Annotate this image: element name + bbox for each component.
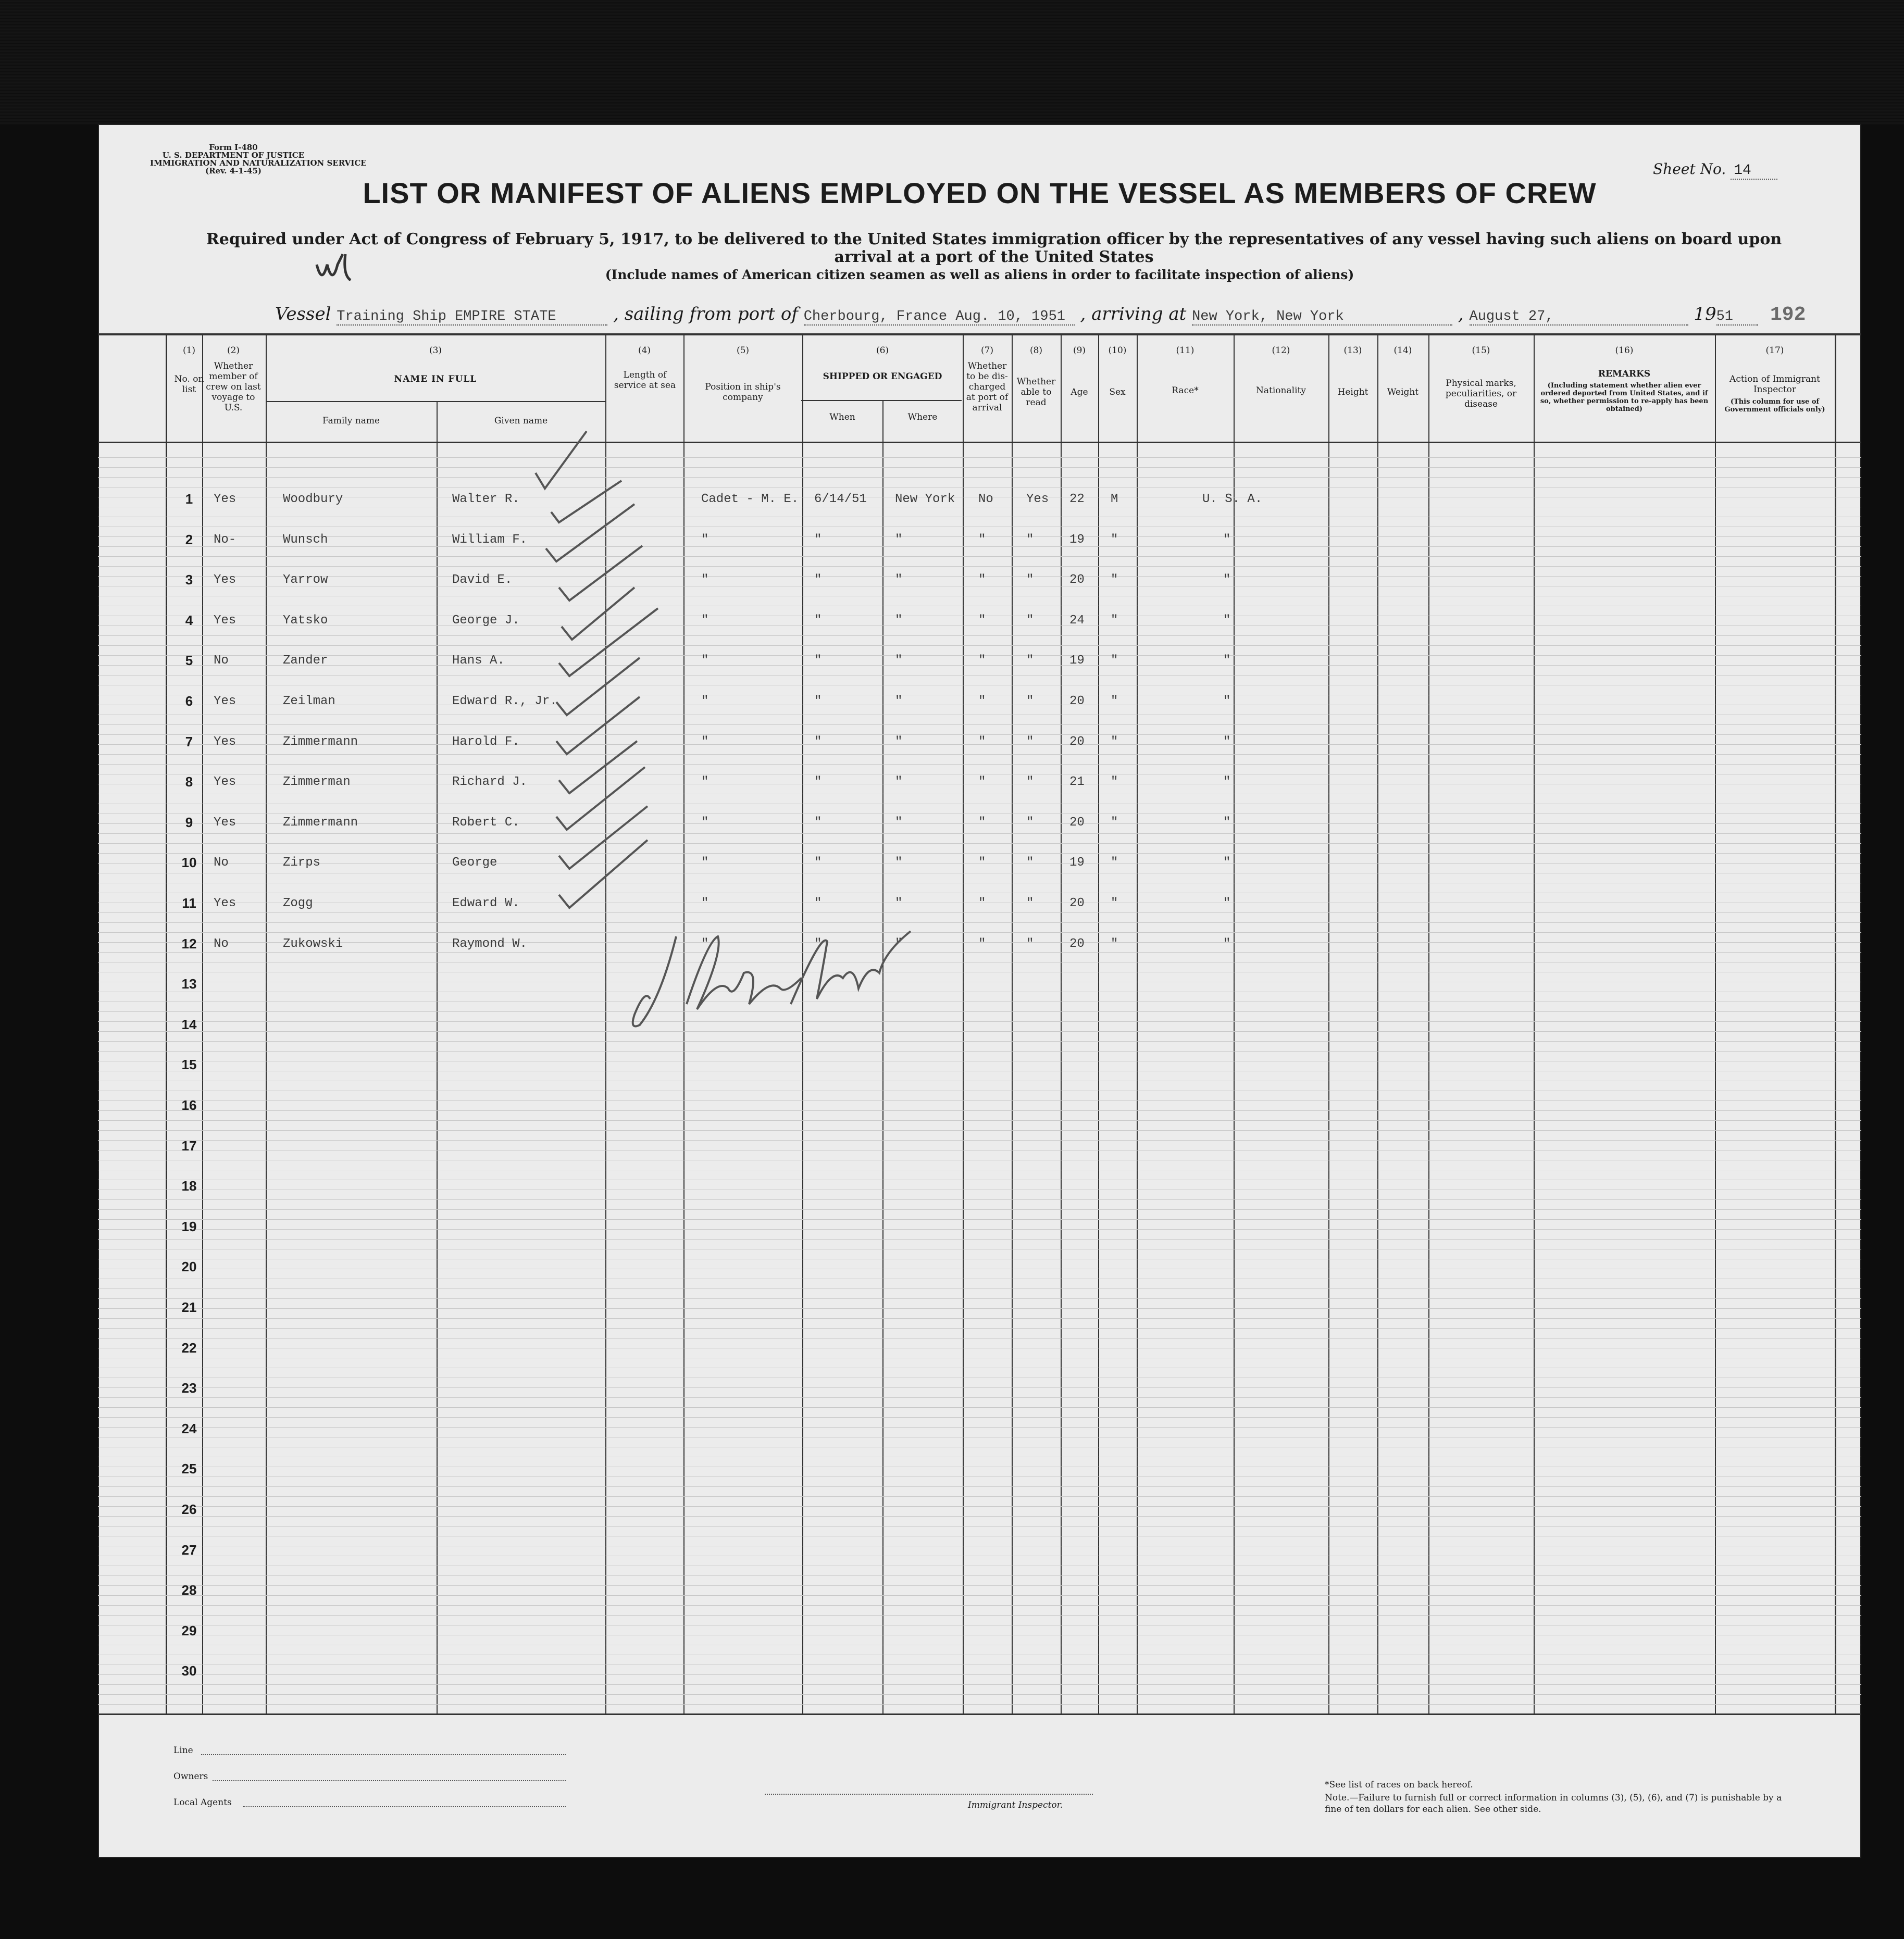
position-cell: " <box>701 936 709 951</box>
when-cell: " <box>814 936 822 951</box>
when-cell: " <box>814 532 822 547</box>
race-cell: " <box>1223 734 1231 749</box>
header-remarks-note: (Including statement whether alien ever ordered deported from United States, and if so, whether permission to re-apply has been obtained) <box>1540 382 1709 413</box>
age-cell: 20 <box>1069 734 1085 749</box>
age-cell: 21 <box>1069 775 1085 790</box>
year-prefix: 19 <box>1694 304 1716 324</box>
family-name-cell: Woodbury <box>283 492 343 506</box>
header-when: When <box>829 412 855 422</box>
given-name-cell: William F. <box>452 532 528 547</box>
colnum-13: (13) <box>1343 345 1362 356</box>
age-cell: 19 <box>1069 654 1085 668</box>
header-height: Height <box>1337 387 1368 397</box>
header-inspector-note: (This column for use of Government officials only) <box>1724 398 1825 414</box>
colnum-8: (8) <box>1029 345 1043 356</box>
voyage-cell: Yes <box>214 775 237 790</box>
race-cell: " <box>1223 532 1231 547</box>
when-cell: 6/14/51 <box>814 492 867 506</box>
row-number: 11 <box>182 895 196 911</box>
service-name: IMMIGRATION AND NATURALIZATION SERVICE <box>150 158 367 168</box>
where-cell: " <box>895 856 903 870</box>
voyage-cell: Yes <box>214 896 237 910</box>
row-number: 18 <box>181 1178 197 1194</box>
where-cell: " <box>895 775 903 790</box>
row-number: 22 <box>181 1340 197 1356</box>
given-name-cell: George <box>452 856 497 870</box>
given-name-cell: Raymond W. <box>452 936 528 951</box>
sex-cell: " <box>1111 532 1118 547</box>
race-cell: U. S. A. <box>1202 492 1263 506</box>
discharged-cell: " <box>978 694 986 708</box>
given-name-cell: Walter R. <box>452 492 520 506</box>
able-to-read-cell: " <box>1026 573 1034 587</box>
age-cell: 20 <box>1069 573 1085 587</box>
age-cell: 24 <box>1069 613 1085 628</box>
colnum-1: (1) <box>182 345 196 356</box>
row-number: 19 <box>181 1218 197 1234</box>
able-to-read-cell: " <box>1026 936 1034 951</box>
when-cell: " <box>814 694 822 708</box>
when-cell: " <box>814 815 822 830</box>
arriving-port: New York, New York <box>1192 309 1452 326</box>
where-cell: " <box>895 573 903 587</box>
when-cell: " <box>814 856 822 870</box>
row-number: 5 <box>185 653 193 669</box>
row-number: 30 <box>181 1663 197 1679</box>
age-cell: 20 <box>1069 815 1085 830</box>
voyage-cell: No <box>214 936 229 951</box>
where-cell: " <box>895 815 903 830</box>
line-field <box>201 1754 566 1755</box>
given-name-cell: Edward R., Jr. <box>452 694 557 708</box>
colnum-15: (15) <box>1472 345 1490 356</box>
able-to-read-cell: " <box>1026 734 1034 749</box>
header-family-name: Family name <box>322 416 380 426</box>
family-name-cell: Zeilman <box>283 694 335 708</box>
header-position: Position in ship's company <box>705 382 781 403</box>
department-name: U. S. DEPARTMENT OF JUSTICE <box>162 151 305 160</box>
arriving-label: , arriving at <box>1080 304 1187 324</box>
initials-scribble <box>317 254 351 280</box>
where-cell: " <box>895 896 903 910</box>
header-length-of-service: Length of service at sea <box>614 370 676 391</box>
header-name-in-full: NAME IN FULL <box>394 374 477 384</box>
header-discharged: Whether to be dis- charged at port of arrival <box>966 361 1009 413</box>
able-to-read-cell: " <box>1026 896 1034 910</box>
row-number: 3 <box>185 572 193 588</box>
voyage-cell: Yes <box>214 573 237 587</box>
handwriting-layer <box>98 124 1861 1858</box>
age-cell: 20 <box>1069 694 1085 708</box>
row-number: 10 <box>181 855 197 871</box>
discharged-cell: No <box>978 492 993 506</box>
arrival-date: August 27, <box>1470 309 1688 326</box>
race-cell: " <box>1223 936 1231 951</box>
voyage-cell: No <box>214 654 229 668</box>
row-number: 14 <box>181 1016 197 1032</box>
row-number: 21 <box>181 1299 197 1315</box>
sex-cell: " <box>1111 613 1118 628</box>
sex-cell: " <box>1111 654 1118 668</box>
voyage-cell: Yes <box>214 734 237 749</box>
able-to-read-cell: " <box>1026 654 1034 668</box>
race-cell: " <box>1223 896 1231 910</box>
position-cell: " <box>701 896 709 910</box>
page-number: 192 <box>1770 304 1806 326</box>
position-cell: " <box>701 815 709 830</box>
when-cell: " <box>814 734 822 749</box>
family-name-cell: Zogg <box>283 896 313 910</box>
check-marks <box>536 431 658 908</box>
family-name-cell: Zimmerman <box>283 775 351 790</box>
row-number: 8 <box>185 774 193 790</box>
colnum-14: (14) <box>1393 345 1412 356</box>
row-number: 15 <box>181 1057 197 1073</box>
sex-cell: M <box>1111 492 1118 506</box>
colnum-10: (10) <box>1108 345 1127 356</box>
position-cell: " <box>701 573 709 587</box>
age-cell: 22 <box>1069 492 1085 506</box>
vessel-line: Vessel Training Ship EMPIRE STATE , sailing from port of Cherbourg, France Aug. 10, 1951 , arriving at New York, New York , August 27, 1951 <box>275 304 1758 326</box>
colnum-17: (17) <box>1765 345 1784 356</box>
colnum-4: (4) <box>638 345 651 356</box>
row-number: 16 <box>181 1097 197 1113</box>
discharged-cell: " <box>978 856 986 870</box>
header-age: Age <box>1071 387 1088 397</box>
row-number: 27 <box>181 1542 197 1558</box>
penalty-note: Note.—Failure to furnish full or correct information in columns (3), (5), (6), and (7) is punishable by a fine of ten dollars for each alien. See other side. <box>1325 1793 1782 1815</box>
where-cell: " <box>895 694 903 708</box>
inspector-label: Immigrant Inspector. <box>968 1800 1063 1810</box>
voyage-cell: No- <box>214 532 237 547</box>
row-number: 20 <box>181 1259 197 1275</box>
given-name-cell: Richard J. <box>452 775 528 790</box>
voyage-cell: Yes <box>214 613 237 628</box>
race-cell: " <box>1223 856 1231 870</box>
header-physical-marks: Physical marks, peculiarities, or disease <box>1445 378 1517 409</box>
colnum-9: (9) <box>1073 345 1086 356</box>
family-name-cell: Yarrow <box>283 573 328 587</box>
header-weight: Weight <box>1387 387 1419 397</box>
inspector-signature <box>633 931 911 1027</box>
colnum-7: (7) <box>980 345 994 356</box>
row-number: 4 <box>185 612 193 628</box>
discharged-cell: " <box>978 573 986 587</box>
when-cell: " <box>814 573 822 587</box>
family-name-cell: Zimmermann <box>283 815 358 830</box>
colnum-12: (12) <box>1272 345 1290 356</box>
header-shipped-engaged: SHIPPED OR ENGAGED <box>823 371 942 382</box>
where-cell: " <box>895 936 903 951</box>
row-number: 1 <box>185 491 193 507</box>
voyage-cell: Yes <box>214 694 237 708</box>
when-cell: " <box>814 613 822 628</box>
colnum-2: (2) <box>227 345 240 356</box>
discharged-cell: " <box>978 613 986 628</box>
owners-field <box>213 1780 566 1781</box>
position-cell: " <box>701 532 709 547</box>
given-name-cell: Robert C. <box>452 815 520 830</box>
sex-cell: " <box>1111 775 1118 790</box>
family-name-cell: Zander <box>283 654 328 668</box>
row-number: 13 <box>181 976 197 992</box>
row-number: 28 <box>181 1582 197 1598</box>
position-cell: " <box>701 613 709 628</box>
sheet-number-label: Sheet No. <box>1653 160 1726 178</box>
manifest-sheet <box>98 124 1861 1858</box>
include-note: (Include names of American citizen seamen as well as aliens in order to facilitate inspection of aliens) <box>605 267 1354 282</box>
row-number: 25 <box>181 1461 197 1477</box>
colnum-11: (11) <box>1176 345 1194 356</box>
row-number: 7 <box>185 733 193 749</box>
sex-cell: " <box>1111 896 1118 910</box>
revision-date: (Rev. 4-1-45) <box>205 166 262 176</box>
colnum-6: (6) <box>876 345 889 356</box>
discharged-cell: " <box>978 815 986 830</box>
family-name-cell: Yatsko <box>283 613 328 628</box>
row-number: 29 <box>181 1622 197 1638</box>
row-number: 9 <box>185 814 193 830</box>
race-cell: " <box>1223 815 1231 830</box>
races-note: *See list of races on back hereof. <box>1325 1780 1473 1790</box>
family-name-cell: Wunsch <box>283 532 328 547</box>
header-last-voyage: Whether member of crew on last voyage to U.S. <box>206 361 261 413</box>
colnum-3: (3) <box>429 345 442 356</box>
header-remarks: REMARKS <box>1598 369 1651 379</box>
position-cell: Cadet - M. E. <box>701 492 799 506</box>
where-cell: New York <box>895 492 955 506</box>
discharged-cell: " <box>978 654 986 668</box>
given-name-cell: George J. <box>452 613 520 628</box>
owners-label: Owners <box>173 1771 208 1782</box>
header-inspector-action: Action of Immigrant Inspector <box>1729 374 1820 395</box>
position-cell: " <box>701 694 709 708</box>
family-name-cell: Zukowski <box>283 936 343 951</box>
sailing-label: , sailing from port of <box>613 304 798 324</box>
voyage-cell: No <box>214 856 229 870</box>
inspector-signature-line <box>765 1794 1093 1795</box>
able-to-read-cell: " <box>1026 856 1034 870</box>
discharged-cell: " <box>978 775 986 790</box>
vessel-name: Training Ship EMPIRE STATE <box>337 309 607 326</box>
row-number: 24 <box>181 1420 197 1436</box>
race-cell: " <box>1223 573 1231 587</box>
header-race: Race* <box>1172 385 1199 396</box>
sex-cell: " <box>1111 936 1118 951</box>
row-number: 17 <box>181 1137 197 1154</box>
form-number: Form I-480 <box>209 143 258 152</box>
header-no-on-list: No. on list <box>174 374 204 395</box>
local-agents-field <box>243 1806 566 1807</box>
sailing-port: Cherbourg, France Aug. 10, 1951 <box>804 309 1075 326</box>
family-name-cell: Zirps <box>283 856 321 870</box>
position-cell: " <box>701 856 709 870</box>
able-to-read-cell: " <box>1026 694 1034 708</box>
able-to-read-cell: " <box>1026 613 1034 628</box>
given-name-cell: Hans A. <box>452 654 505 668</box>
age-cell: 20 <box>1069 936 1085 951</box>
race-cell: " <box>1223 694 1231 708</box>
sex-cell: " <box>1111 573 1118 587</box>
given-name-cell: David E. <box>452 573 513 587</box>
local-agents-label: Local Agents <box>173 1797 232 1808</box>
colnum-16: (16) <box>1615 345 1634 356</box>
able-to-read-cell: " <box>1026 775 1034 790</box>
header-given-name: Given name <box>494 416 548 426</box>
form-title: LIST OR MANIFEST OF ALIENS EMPLOYED ON THE VESSEL AS MEMBERS OF CREW <box>363 177 1597 209</box>
when-cell: " <box>814 775 822 790</box>
where-cell: " <box>895 654 903 668</box>
given-name-cell: Edward W. <box>452 896 520 910</box>
where-cell: " <box>895 734 903 749</box>
when-cell: " <box>814 896 822 910</box>
age-cell: 20 <box>1069 896 1085 910</box>
row-number: 6 <box>185 693 193 709</box>
sex-cell: " <box>1111 815 1118 830</box>
able-to-read-cell: Yes <box>1026 492 1049 506</box>
when-cell: " <box>814 654 822 668</box>
able-to-read-cell: " <box>1026 815 1034 830</box>
discharged-cell: " <box>978 936 986 951</box>
position-cell: " <box>701 654 709 668</box>
discharged-cell: " <box>978 896 986 910</box>
race-cell: " <box>1223 613 1231 628</box>
discharged-cell: " <box>978 734 986 749</box>
row-number: 26 <box>181 1502 197 1517</box>
sex-cell: " <box>1111 694 1118 708</box>
sex-cell: " <box>1111 734 1118 749</box>
voyage-cell: Yes <box>214 492 237 506</box>
sex-cell: " <box>1111 856 1118 870</box>
position-cell: " <box>701 775 709 790</box>
row-number: 2 <box>185 531 193 547</box>
able-to-read-cell: " <box>1026 532 1034 547</box>
colnum-5: (5) <box>736 345 750 356</box>
scan-background <box>0 0 1904 125</box>
given-name-cell: Harold F. <box>452 734 520 749</box>
age-cell: 19 <box>1069 856 1085 870</box>
where-cell: " <box>895 613 903 628</box>
requirement-text: Required under Act of Congress of February 5, 1917, to be delivered to the United States immigration officer by the representatives of any vessel having such aliens on board upon arrival at a port of the United States <box>206 230 1782 266</box>
line-label: Line <box>173 1745 193 1756</box>
where-cell: " <box>895 532 903 547</box>
row-number: 23 <box>181 1380 197 1396</box>
family-name-cell: Zimmermann <box>283 734 358 749</box>
header-nationality: Nationality <box>1256 385 1306 396</box>
row-number: 12 <box>181 935 197 952</box>
header-where: Where <box>907 412 938 422</box>
position-cell: " <box>701 734 709 749</box>
arrival-year: 51 <box>1716 309 1758 326</box>
race-cell: " <box>1223 775 1231 790</box>
vessel-label: Vessel <box>275 304 331 324</box>
age-cell: 19 <box>1069 532 1085 547</box>
sheet-number-value: 14 <box>1731 162 1777 180</box>
discharged-cell: " <box>978 532 986 547</box>
race-cell: " <box>1223 654 1231 668</box>
header-able-to-read: Whether able to read <box>1016 377 1056 408</box>
voyage-cell: Yes <box>214 815 237 830</box>
header-sex: Sex <box>1109 387 1126 397</box>
